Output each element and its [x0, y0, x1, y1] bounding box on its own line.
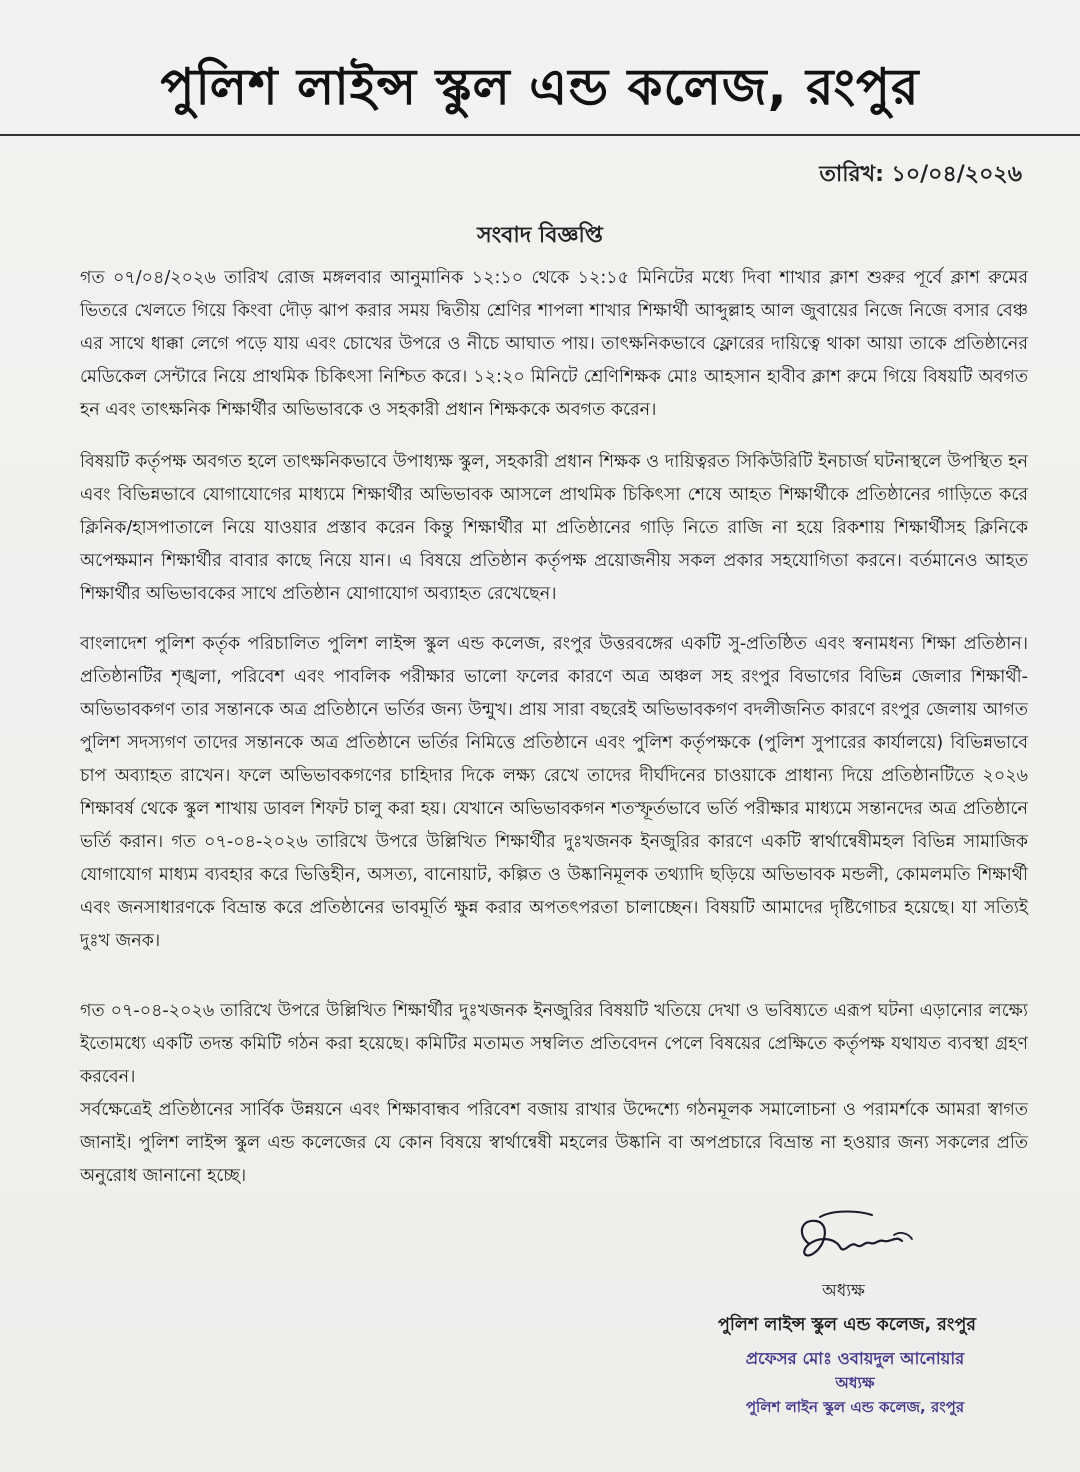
paragraph-background: বাংলাদেশ পুলিশ কর্তৃক পরিচালিত পুলিশ লাইন্স স্কুল এন্ড কলেজ, রংপুর উত্তরবঙ্গের একটি সু-প্রতিষ্ঠিত এবং স্বনামধন্য শিক্ষা প্রতিষ্ঠান। প্রতিষ্ঠানটির শৃঙ্খলা, পরিবেশ এবং পাবলিক পরীক্ষার ভালো ফলের কারণে অত্র অঞ্চল সহ রংপুর বিভাগের বিভিন্ন জেলার শিক্ষার্থী-অভিভাবকগণ তার সন্তানকে অত্র প্রতিষ্ঠানে ভর্তির জন্য উন্মুখ। প্রায় সারা বছরেই অভিভাবকগণ বদলীজনিত কারণে রংপুর জেলায় আগত পুলিশ সদস্যগণ তাদের সন্তানকে অত্র প্রতিষ্ঠানে ভর্তির নিমিত্তে প্রতিষ্ঠানে এবং পুলিশ কর্তৃপক্ষকে (পুলিশ সুপারের কার্যালয়ে) বিভিন্নভাবে চাপ অব্যাহত রাখেন। ফলে অভিভাবকগণের চাহিদার দিকে লক্ষ্য রেখে তাদের দীর্ঘদিনের চাওয়াকে প্রাধান্য দিয়ে প্রতিষ্ঠানটিতে ২০২৬ শিক্ষাবর্ষ থেকে স্কুল শাখায় ডাবল শিফট চালু করা হয়। যেখানে অভিভাবকগন শতস্ফূর্তভাবে ভর্তি পরীক্ষার মাধ্যমে সন্তানদের অত্র প্রতিষ্ঠানে ভর্তি করান। গত ০৭-০৪-২০২৬ তারিখে উপরে উল্লিখিত শিক্ষার্থীর দুঃখজনক ইনজুরির কারণে একটি স্বার্থান্বেষীমহল বিভিন্ন সামাজিক যোগাযোগ মাধ্যম ব্যবহার করে ভিত্তিহীন, অসত্য, বানোয়াট, কল্পিত ও উষ্কানিমূলক তথ্যাদি ছড়িয়ে অভিভাবক মন্ডলী, কোমলমতি শিক্ষার্থী এবং জনসাধারণকে বিভ্রান্ত করে প্রতিষ্ঠানের ভাবমূর্তি ক্ষুন্ন করার অপতৎপরতা চালাচ্ছেন। বিষয়টি আমাদের দৃষ্টিগোচর হয়েছে। যা সত্যিই দুঃখ জনক। — [80, 634, 1028, 951]
paragraph-incident: গত ০৭/০৪/২০২৬ তারিখ রোজ মঙ্গলবার আনুমানিক ১২:১০ থেকে ১২:১৫ মিনিটের মধ্যে দিবা শাখার ক্লাশ শুরুর পূর্বে ক্লাশ রুমের ভিতরে খেলতে গিয়ে কিংবা দৌড় ঝাপ করার সময় দ্বিতীয় শ্রেণির শাপলা শাখার শিক্ষার্থী আব্দুল্লাহ আল জুবায়ের নিজে নিজে বসার বেঞ্চ এর সাথে ধাক্কা লেগে পড়ে যায় এবং চোখের উপরে ও নীচে আঘাত পায়। তাৎক্ষনিকভাবে ফ্লোরের দায়িত্বে থাকা আয়া তাকে প্রতিষ্ঠানের মেডিকেল সেন্টারে নিয়ে প্রাথমিক চিকিৎসা নিশ্চিত করে। ১২:২০ মিনিটে শ্রেণিশিক্ষক মোঃ আহসান হাবীব ক্লাশ রুমে গিয়ে বিষয়টি অবগত হন এবং তাৎক্ষনিক শিক্ষার্থীর অভিভাবকে ও সহকারী প্রধান শিক্ষককে অবগত করেন। — [80, 268, 1028, 420]
institution-header-title: পুলিশ লাইন্স স্কুল এন্ড কলেজ, রংপুর — [160, 58, 920, 116]
signature-image — [790, 1205, 920, 1275]
stamp-designation: অধ্যক্ষ — [835, 1374, 875, 1392]
signatory-title: অধ্যক্ষ — [822, 1281, 865, 1301]
header-divider — [0, 134, 1080, 136]
paragraph-appeal: সর্বক্ষেত্রেই প্রতিষ্ঠানের সার্বিক উন্নয়নে এবং শিক্ষাবান্ধব পরিবেশ বজায় রাখার উদ্দেশ্যে গঠনমূলক সমালোচনা ও পরামর্শকে আমরা স্বাগত জানাই। পুলিশ লাইন্স স্কুল এন্ড কলেজের যে কোন বিষয়ে স্বার্থান্বেষী মহলের উষ্কানি বা অপপ্রচারে বিভ্রান্ত না হওয়ার জন্য সকলের প্রতি অনুরোধ জানানো হচ্ছে। — [80, 1100, 1028, 1186]
notice-date: তারিখ: ১০/০৪/২০২৬ — [819, 162, 1022, 187]
stamp-institution: পুলিশ লাইন স্কুল এন্ড কলেজ, রংপুর — [745, 1398, 965, 1416]
paragraph-response: বিষয়টি কর্তৃপক্ষ অবগত হলে তাৎক্ষনিকভাবে উপাধ্যক্ষ স্কুল, সহকারী প্রধান শিক্ষক ও দায়িত্বরত সিকিউরিটি ইনচার্জ ঘটনাস্থলে উপস্থিত হন এবং বিভিন্নভাবে যোগাযোগের মাধ্যমে শিক্ষার্থীর অভিভাবক আসলে প্রাথমিক চিকিৎসা শেষে আহত শিক্ষার্থীকে প্রতিষ্ঠানের গাড়িতে করে ক্লিনিক/হাসপাতালে নিয়ে যাওয়ার প্রস্তাব করেন কিন্তু শিক্ষার্থীর মা প্রতিষ্ঠানের গাড়ি নিতে রাজি না হয়ে রিকশায় শিক্ষার্থীসহ ক্লিনিকে অপেক্ষমান শিক্ষার্থীর বাবার কাছে নিয়ে যান। এ বিষয়ে প্রতিষ্ঠান কর্তৃপক্ষ প্রয়োজনীয় সকল প্রকার সহযোগিতা করনে। বর্তমানেও আহত শিক্ষার্থীর অভিভাবকের সাথে প্রতিষ্ঠান যোগাযোগ অব্যাহত রেখেছেন। — [80, 452, 1028, 604]
paragraph-investigation: গত ০৭-০৪-২০২৬ তারিখে উপরে উল্লিখিত শিক্ষার্থীর দুঃখজনক ইনজুরির বিষয়টি খতিয়ে দেখা ও ভবিষ্যতে এরূপ ঘটনা এড়ানোর লক্ষ্যে ইতোমধ্যে একটি তদন্ত কমিটি গঠন করা হয়েছে। কমিটির মতামত সম্বলিত প্রতিবেদন পেলে বিষয়ের প্রেক্ষিতে কর্তৃপক্ষ যথাযত ব্যবস্থা গ্রহণ করবেন। — [80, 1001, 1028, 1087]
notice-title: সংবাদ বিজ্ঞপ্তি — [477, 223, 603, 248]
signatory-institution: পুলিশ লাইন্স স্কুল এন্ড কলেজ, রংপুর — [718, 1315, 976, 1335]
stamp-name: প্রফেসর মোঃ ওবায়দুল আনোয়ার — [745, 1349, 965, 1368]
official-seal-stamp — [705, 1346, 1005, 1420]
